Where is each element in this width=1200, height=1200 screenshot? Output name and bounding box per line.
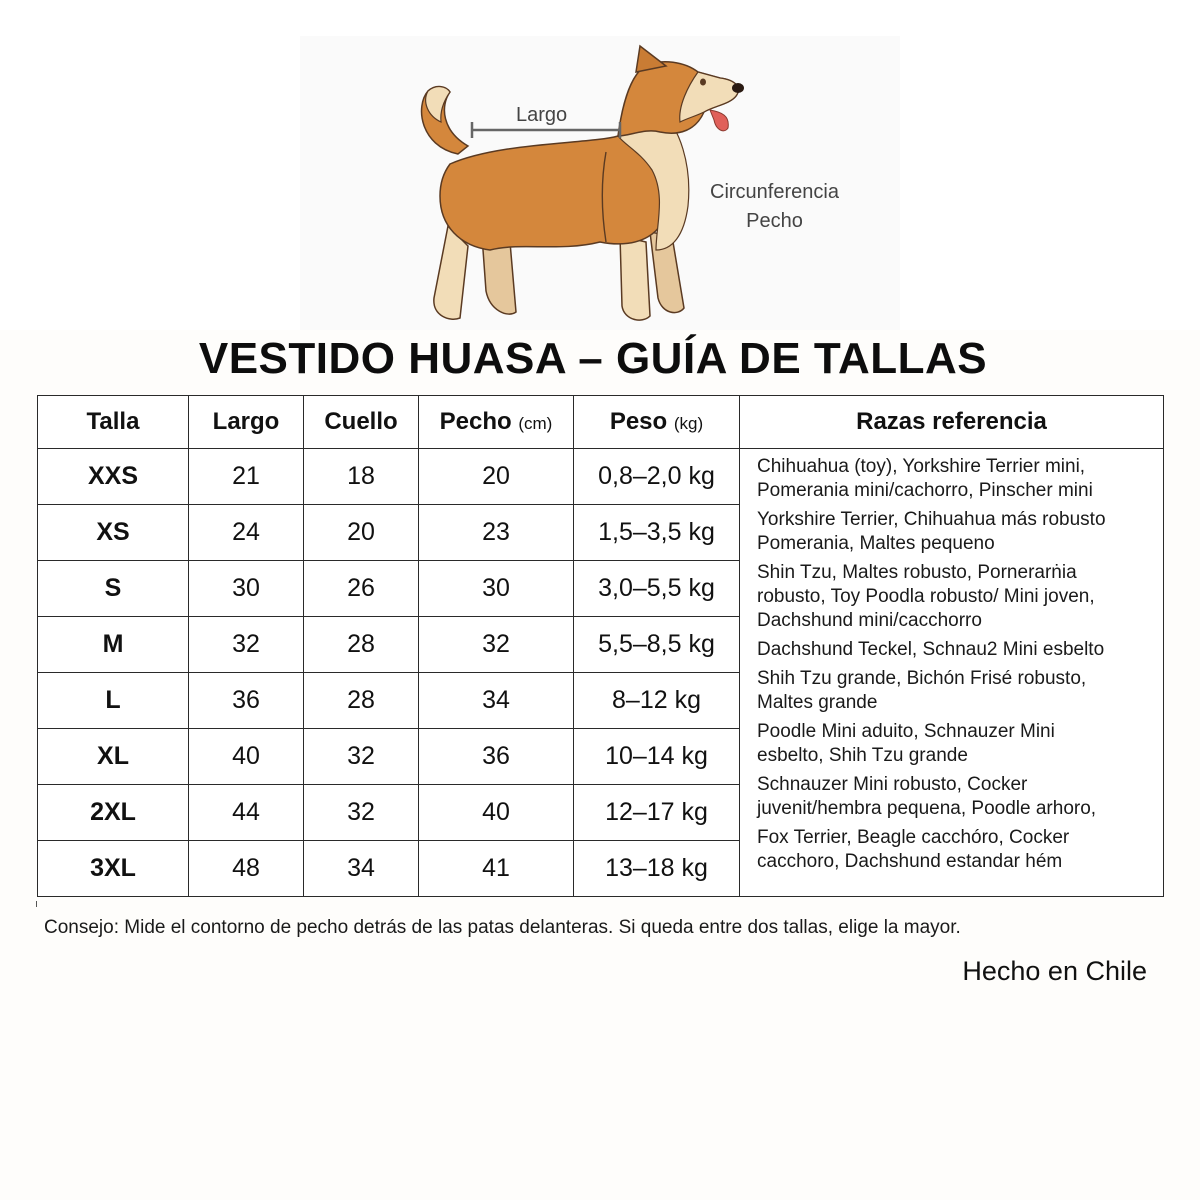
cell-talla: L [38,673,189,729]
chest-circumference-label [710,178,839,236]
header-razas: Razas referencia [740,396,1164,449]
cell-cuello: 34 [304,841,419,897]
cell-pecho: 40 [419,785,574,841]
cell-largo: 30 [189,561,304,617]
cell-peso: 0,8–2,0 kg [574,449,740,505]
raza-line: Poodle Mini aduito, Schnauzer Mini [757,721,1055,742]
raza-line: Pomerania mini/cachorro, Pinscher mini [757,480,1093,501]
header-talla: Talla [38,396,189,449]
header-peso-unit: (kg) [673,414,704,433]
header-pecho [419,396,574,449]
cell-cuello: 32 [304,785,419,841]
raza-line: Maltes grande [757,692,878,713]
measuring-tip: Consejo: Mide el contorno de pecho detrás de las patas delanteras. Si queda entre dos tallas, elige la mayor. [44,917,961,938]
header-peso-label: Peso [609,408,668,435]
cell-largo: 24 [189,505,304,561]
cell-talla: 2XL [38,785,189,841]
cell-peso: 3,0–5,5 kg [574,561,740,617]
cell-cuello: 28 [304,673,419,729]
cell-peso: 13–18 kg [574,841,740,897]
cell-largo: 32 [189,617,304,673]
cell-largo: 40 [189,729,304,785]
cell-peso: 8–12 kg [574,673,740,729]
cell-peso: 1,5–3,5 kg [574,505,740,561]
cell-pecho: 36 [419,729,574,785]
cell-pecho: 32 [419,617,574,673]
cell-peso: 10–14 kg [574,729,740,785]
header-pecho-unit: (cm) [518,414,553,433]
cell-largo: 21 [189,449,304,505]
cell-cuello: 18 [304,449,419,505]
raza-line: Fox Terrier, Beagle cacchóro, Cocker [757,827,1070,848]
cell-talla: XL [38,729,189,785]
divider-tick [36,901,37,907]
dog-measurement-illustration [300,36,900,330]
cell-peso: 5,5–8,5 kg [574,617,740,673]
cell-pecho: 20 [419,449,574,505]
raza-line: Schnauzer Mini robusto, Cocker [757,774,1028,795]
cell-pecho: 41 [419,841,574,897]
table-header-row [38,396,1164,449]
raza-line: robusto, Toy Poodla robusto/ Mini joven, [757,586,1095,607]
cell-cuello: 32 [304,729,419,785]
raza-line: Dachshund mini/cacchorro [757,610,982,631]
raza-line: Dachshund Teckel, Schnau2 Mini esbelto [757,639,1105,660]
cell-talla: 3XL [38,841,189,897]
raza-line: Shin Tzu, Maltes robusto, Pornerarṅia [757,562,1077,583]
cell-talla: S [38,561,189,617]
cell-cuello: 28 [304,617,419,673]
cell-talla: M [38,617,189,673]
made-in-label: Hecho en Chile [962,956,1147,986]
raza-line: cacchoro, Dachshund estandar hém [757,851,1063,872]
raza-line: Pomerania, Maltes pequeno [757,533,995,554]
cell-cuello: 26 [304,561,419,617]
cell-largo: 36 [189,673,304,729]
raza-line: juvenit/hembra pequena, Poodle arhoro, [757,798,1097,819]
table-row [38,449,1164,505]
raza-line: Chihuahua (toy), Yorkshire Terrier mini, [757,456,1086,477]
size-chart-table [37,395,1164,897]
header-pecho-label: Pecho [439,408,512,435]
cell-cuello: 20 [304,505,419,561]
razas-cell [740,449,1164,897]
cell-pecho: 30 [419,561,574,617]
header-peso [574,396,740,449]
cell-peso: 12–17 kg [574,785,740,841]
cell-pecho: 23 [419,505,574,561]
raza-line: esbelto, Shih Tzu grande [757,745,968,766]
raza-line: Yorkshire Terrier, Chihuahua más robusto [757,509,1106,530]
header-largo: Largo [189,396,304,449]
page-title: VESTIDO HUASA – GUÍA DE TALLAS [198,334,988,383]
raza-line: Shih Tzu grande, Bichón Frisé robusto, [757,668,1087,689]
cell-largo: 48 [189,841,304,897]
cell-talla: XS [38,505,189,561]
cell-largo: 44 [189,785,304,841]
chest-label-line1: Circunferencia [710,181,839,203]
length-label: Largo [516,104,568,126]
cell-talla: XXS [38,449,189,505]
header-cuello: Cuello [304,396,419,449]
cell-pecho: 34 [419,673,574,729]
chest-label-line2: Pecho [746,210,803,232]
